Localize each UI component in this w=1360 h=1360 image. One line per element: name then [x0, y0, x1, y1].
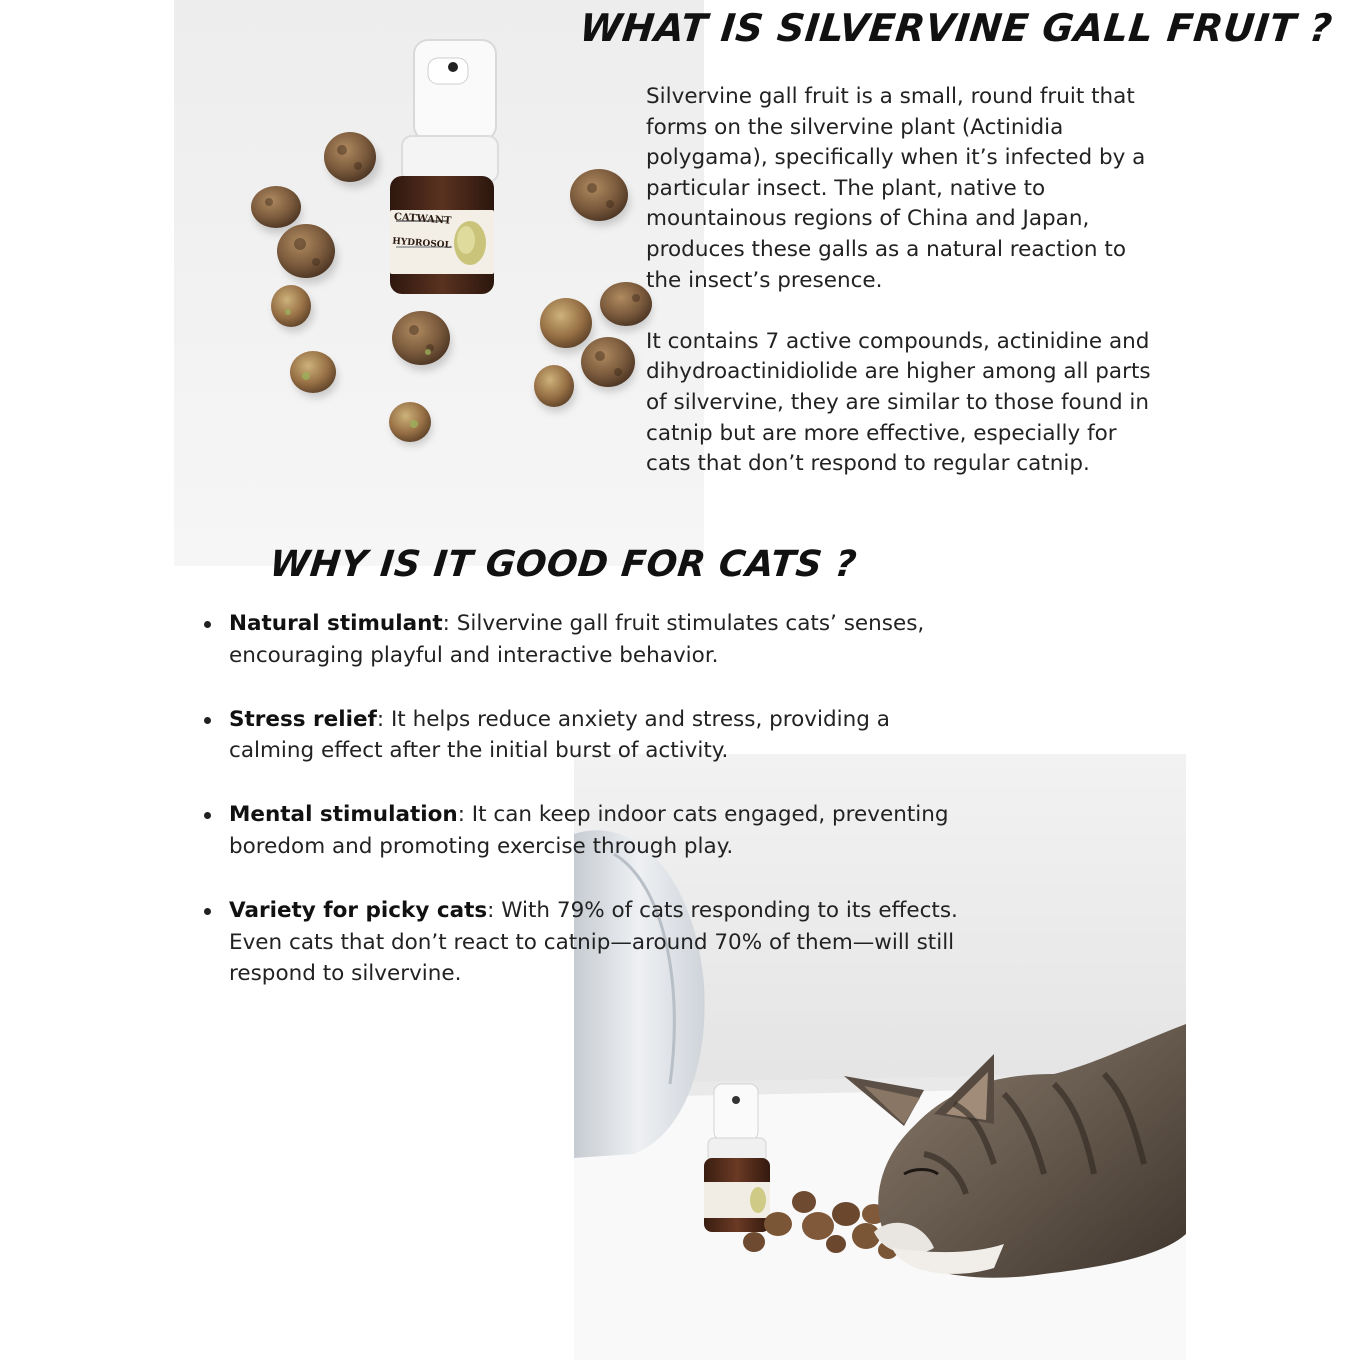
label-product: HYDROSOL: [391, 236, 452, 251]
benefit-item: [200, 704, 960, 768]
benefit-title: Stress relief: [229, 706, 377, 732]
benefit-title: Mental stimulation: [229, 802, 458, 828]
benefit-item: [200, 799, 960, 863]
benefit-item: [200, 895, 960, 990]
benefit-title: Variety for picky cats: [229, 897, 488, 923]
benefit-text: : It can keep indoor cats engaged, preventing boredom and promoting exercise through play.: [229, 802, 949, 859]
intro-paragraph-1: Silvervine gall fruit is a small, round fruit that forms on the silvervine plant (Actinidia polygama), specifically when it’s infected by a particular insect. The plant, native to mountainous regions of China and Japan, produces these galls as a natural reaction to the insect’s presence.: [646, 84, 1146, 293]
heading-what-is: WHAT IS SILVERVINE GALL FRUIT ?: [577, 6, 1335, 50]
intro-paragraph-2: It contains 7 active compounds, actinidine and dihydroactinidiolide are higher among all parts of silvervine, they are similar to those found in catnip but are more effective, especially for cats that don’t respond to regular catnip.: [646, 328, 1151, 477]
benefit-text: : With 79% of cats responding to its effects. Even cats that don’t react to catnip—around 70% of them—will still respond to silvervine.: [229, 897, 958, 987]
product-label: [392, 212, 460, 253]
benefit-item: [200, 608, 960, 672]
heading-why-good: WHY IS IT GOOD FOR CATS ?: [267, 544, 859, 585]
silvervine-galls-photo: [174, 0, 704, 566]
benefits-list: [200, 608, 960, 1022]
intro-text: [646, 82, 1166, 510]
benefit-text: : It helps reduce anxiety and stress, providing a calming effect after the initial burst of activity.: [229, 706, 890, 764]
benefit-title: Natural stimulant: [229, 611, 443, 636]
spray-bottle-icon: [390, 40, 498, 294]
label-brand: CATWANT: [393, 211, 452, 227]
benefit-text: : Silvervine gall fruit stimulates cats’ senses, encouraging playful and interactive behavior.: [229, 611, 925, 668]
